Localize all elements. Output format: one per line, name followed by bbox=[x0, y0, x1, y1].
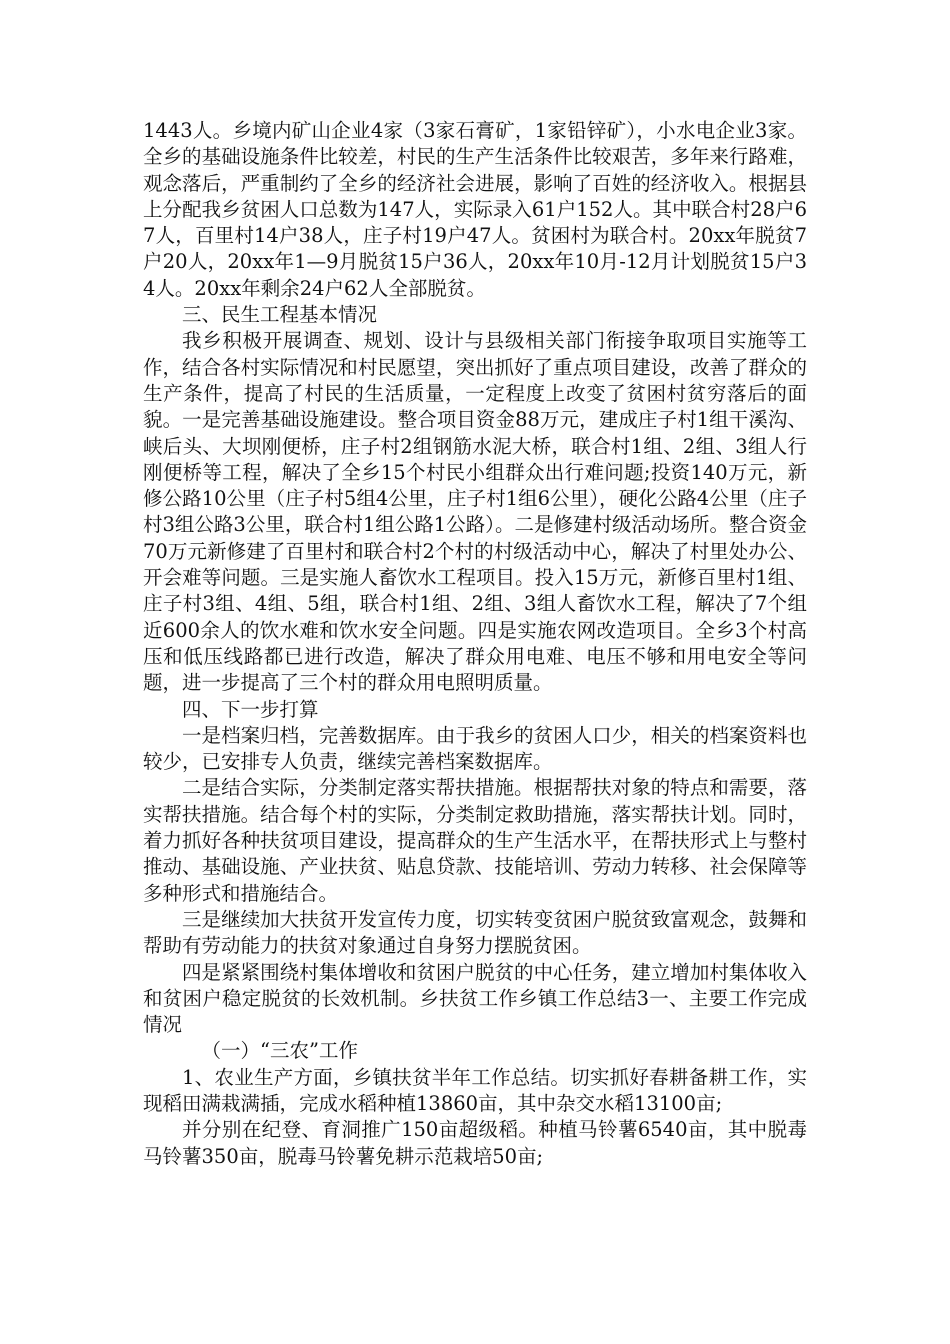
paragraph-plan-mechanism: 四是紧紧围绕村集体增收和贫困户脱贫的中心任务，建立增加村集体收入和贫困户稳定脱贫的长效机制。乡扶贫工作乡镇工作总结3一、主要工作完成情况 bbox=[143, 960, 807, 1037]
paragraph-agriculture-potato: 并分别在纪登、育洞推广150亩超级稻。种植马铃薯6540亩，其中脱毒马铃薯350亩，脱毒马铃薯免耕示范栽培50亩; bbox=[143, 1118, 807, 1168]
paragraph-plan-measures: 二是结合实际，分类制定落实帮扶措施。根据帮扶对象的特点和需要，落实帮扶措施。结合每个村的实际，分类制定救助措施，落实帮扶计划。同时，着力抓好各种扶贫项目建设，提高群众的生产生活水平，在帮扶形式上与整村推动、基础设施、产业扶贫、贴息贷款、技能培训、劳动力转移、社会保障等多种形式和措施结合。 bbox=[143, 776, 807, 905]
paragraph-agriculture-rice: 1、农业生产方面，乡镇扶贫半年工作总结。切实抓好春耕备耕工作，实现稻田满栽满插，完成水稻种植13860亩，其中杂交水稻13100亩; bbox=[143, 1065, 807, 1115]
heading-section-three: 三、民生工程基本情况 bbox=[182, 303, 378, 327]
paragraph-population-stats: 1443人。乡境内矿山企业4家（3家石膏矿，1家铅锌矿），小水电企业3家。全乡的基础设施条件比较差，村民的生产生活条件比较艰苦，多年来行路难，观念落后，严重制约了全乡的经济社会进展，影响了百姓的经济收入。根据县上分配我乡贫困人口总数为147人，实际录入61户152人。其中联合村28户67人，百里村14户38人，庄子村19户47人。贫困村为联合村。20xx年脱贫7户20人，20xx年1—9月脱贫15户36人，20xx年10月-12月计划脱贫15户34人。20xx年剩余24户62人全部脱贫。 bbox=[143, 119, 807, 300]
heading-three-agriculture: （一）“三农”工作 bbox=[201, 1039, 358, 1063]
paragraph-plan-publicity: 三是继续加大扶贫开发宣传力度，切实转变贫困户脱贫致富观念，鼓舞和帮助有劳动能力的扶贫对象通过自身努力摆脱贫困。 bbox=[143, 907, 807, 958]
paragraph-livelihood-projects: 我乡积极开展调查、规划、设计与县级相关部门衔接争取项目实施等工作，结合各村实际情况和村民愿望，突出抓好了重点项目建设，改善了群众的生产条件，提高了村民的生活质量，一定程度上改变了贫困村贫穷落后的面貌。一是完善基础设施建设。整合项目资金88万元，建成庄子村1组干溪沟、峡后头、大坝刚便桥，庄子村2组钢筋水泥大桥，联合村1组、2组、3组人行刚便桥等工程，解决了全乡15个村民小组群众出行难问题;投资140万元，新修公路10公里（庄子村5组4公里，庄子村1组6公里），硬化公路4公里（庄子村3组公路3公里，联合村1组公路1公路）。二是修建村级活动场所。整合资金70万元新修建了百里村和联合村2个村的村级活动中心，解决了村里处办公、开会难等问题。三是实施人畜饮水工程项目。投入15万元，新修百里村1组、庄子村3组、4组、5组，联合村1组、2组、3组人畜饮水工程，解决了7个组近600余人的饮水难和饮水安全问题。四是实施农网改造项目。全乡3个村高压和低压线路都已进行改造，解决了群众用电难、电压不够和用电安全等问题，进一步提高了三个村的群众用电照明质量。 bbox=[143, 329, 807, 695]
document-page bbox=[143, 118, 807, 1170]
heading-section-four: 四、下一步打算 bbox=[182, 697, 319, 721]
paragraph-plan-archive: 一是档案归档，完善数据库。由于我乡的贫困人口少，相关的档案资料也较少，已安排专人负责，继续完善档案数据库。 bbox=[143, 723, 807, 774]
